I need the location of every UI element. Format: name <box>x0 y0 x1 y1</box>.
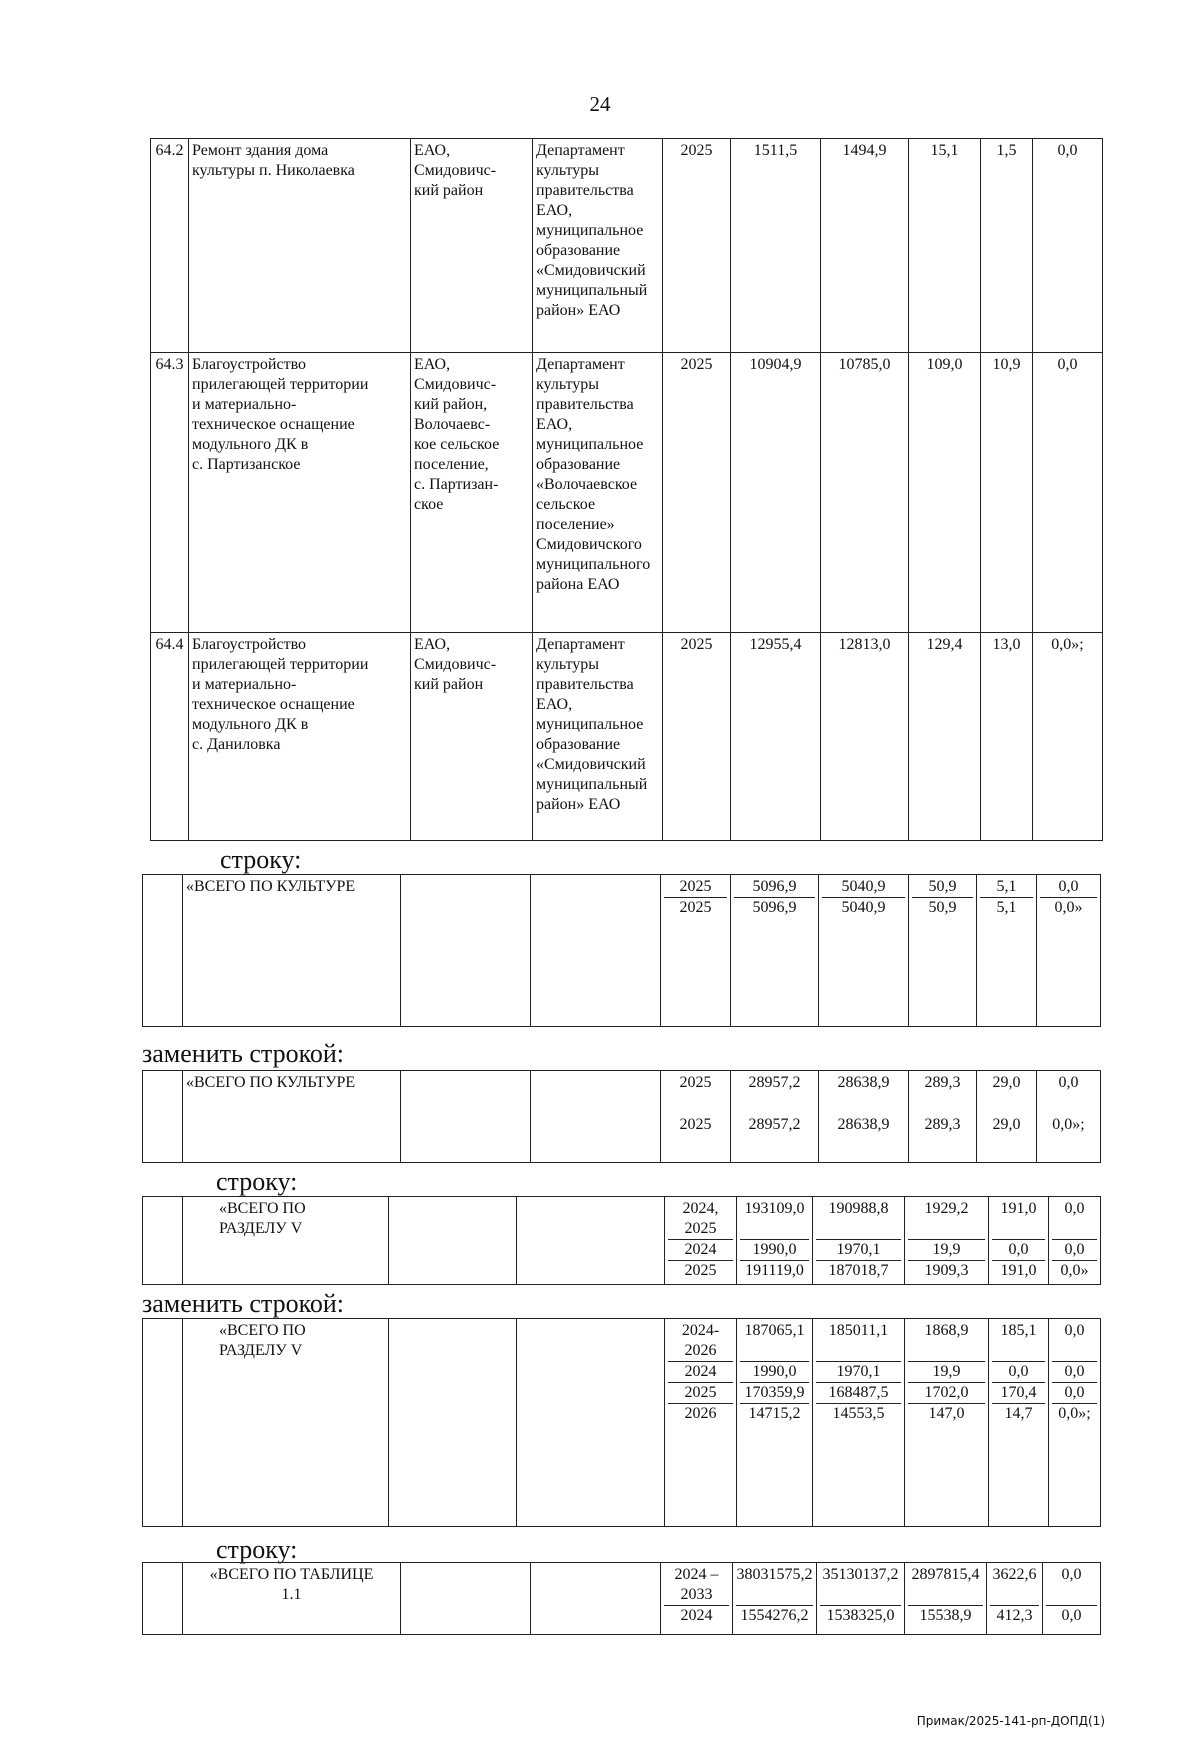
total-cell: 1511,5 <box>731 139 821 353</box>
value-cell: 0,0 0,0 <box>1043 1563 1101 1635</box>
year-cell: 2025 <box>663 139 731 353</box>
caption-replace: заменить строкой: <box>142 1289 345 1318</box>
value-cell: 28638,9 28638,9 <box>819 1071 909 1163</box>
total-cell: 10904,9 <box>731 353 821 633</box>
value-cell: 191,0 0,0 191,0 <box>989 1197 1049 1285</box>
value-cell: 12813,0 <box>821 633 909 841</box>
year-cell: 2024- 2026 2024 2025 2026 <box>665 1319 737 1527</box>
value-cell: 5040,9 5040,9 <box>819 875 909 1027</box>
value-cell: 0,0 0,0»; <box>1037 1071 1101 1163</box>
year-cell: 2025 <box>663 633 731 841</box>
value-cell: 0,0 0,0 0,0» <box>1049 1197 1101 1285</box>
row-number: 64.3 <box>151 353 189 633</box>
caption-row: строку: <box>220 845 302 874</box>
year-cell: 2025 <box>663 353 731 633</box>
executor: Департамент культуры правительства ЕАО, муниципальное образование «Волочаевское сельское поселение» Смидовичского муниципального района ЕАО <box>533 353 663 633</box>
table-row <box>143 1071 1101 1163</box>
table-row <box>151 353 1103 633</box>
page-number: 24 <box>589 92 611 116</box>
value-cell: 15,1 <box>909 139 981 353</box>
culture-old-table <box>142 874 1101 1027</box>
total-cell: 187065,1 1990,0 170359,9 14715,2 <box>737 1319 813 1527</box>
caption-replace: заменить строкой: <box>142 1039 345 1068</box>
value-cell: 0,0»; <box>1033 633 1103 841</box>
executor: Департамент культуры правительства ЕАО, муниципальное образование «Смидовичский муниципальный район» ЕАО <box>533 633 663 841</box>
main-table <box>150 138 1103 841</box>
value-cell: 289,3 289,3 <box>909 1071 977 1163</box>
year-cell: 2024, 2025 2024 2025 <box>665 1197 737 1285</box>
value-cell: 0,0 0,0» <box>1037 875 1101 1027</box>
value-cell: 2897815,4 15538,9 <box>905 1563 987 1635</box>
table-row <box>143 1319 1101 1527</box>
culture-new-table <box>142 1070 1101 1163</box>
table-row <box>143 1197 1101 1285</box>
table-row <box>143 875 1101 1027</box>
caption-row: строку: <box>216 1535 298 1564</box>
year-cell: 2025 2025 <box>661 875 731 1027</box>
value-cell: 0,0 0,0 0,0 0,0»; <box>1049 1319 1101 1527</box>
section-new-table <box>142 1318 1101 1527</box>
table-row <box>151 633 1103 841</box>
value-cell: 129,4 <box>909 633 981 841</box>
object-name: Благоустройство прилегающей территории и материально- техническое оснащение модульного ДК в с. Партизанское <box>189 353 411 633</box>
total-cell: 28957,2 28957,2 <box>731 1071 819 1163</box>
value-cell: 185,1 0,0 170,4 14,7 <box>989 1319 1049 1527</box>
year-cell: 2024 – 2033 2024 <box>661 1563 733 1635</box>
section-old-table <box>142 1196 1101 1285</box>
value-cell: 1868,9 19,9 1702,0 147,0 <box>905 1319 989 1527</box>
value-cell: 3622,6 412,3 <box>987 1563 1043 1635</box>
total-cell: 38031575,2 1554276,2 <box>733 1563 817 1635</box>
total-name: «ВСЕГО ПО РАЗДЕЛУ V <box>183 1197 389 1285</box>
caption-row: строку: <box>216 1167 298 1196</box>
total-cell: 12955,4 <box>731 633 821 841</box>
object-location: ЕАО, Смидовичс- кий район <box>411 139 533 353</box>
year-cell: 2025 2025 <box>661 1071 731 1163</box>
value-cell: 0,0 <box>1033 139 1103 353</box>
value-cell: 29,0 29,0 <box>977 1071 1037 1163</box>
table-row <box>143 1563 1101 1635</box>
table-row <box>151 139 1103 353</box>
total-name: «ВСЕГО ПО РАЗДЕЛУ V <box>183 1319 389 1527</box>
total-name: «ВСЕГО ПО ТАБЛИЦЕ 1.1 <box>183 1563 401 1635</box>
object-name: Ремонт здания дома культуры п. Николаевка <box>189 139 411 353</box>
value-cell: 185011,1 1970,1 168487,5 14553,5 <box>813 1319 905 1527</box>
total-name: «ВСЕГО ПО КУЛЬТУРЕ <box>183 1071 401 1163</box>
value-cell: 1929,2 19,9 1909,3 <box>905 1197 989 1285</box>
object-name: Благоустройство прилегающей территории и материально- техническое оснащение модульного ДК в с. Даниловка <box>189 633 411 841</box>
value-cell: 13,0 <box>981 633 1033 841</box>
value-cell: 10,9 <box>981 353 1033 633</box>
row-number: 64.2 <box>151 139 189 353</box>
value-cell: 1,5 <box>981 139 1033 353</box>
value-cell: 190988,8 1970,1 187018,7 <box>813 1197 905 1285</box>
table-total-old <box>142 1562 1101 1635</box>
value-cell: 1494,9 <box>821 139 909 353</box>
value-cell: 35130137,2 1538325,0 <box>817 1563 905 1635</box>
total-cell: 193109,0 1990,0 191119,0 <box>737 1197 813 1285</box>
object-location: ЕАО, Смидовичс- кий район, Волочаевс- кое сельское поселение, с. Партизан- ское <box>411 353 533 633</box>
total-name: «ВСЕГО ПО КУЛЬТУРЕ <box>183 875 401 1027</box>
object-location: ЕАО, Смидовичс- кий район <box>411 633 533 841</box>
row-number: 64.4 <box>151 633 189 841</box>
value-cell: 109,0 <box>909 353 981 633</box>
value-cell: 10785,0 <box>821 353 909 633</box>
total-cell: 5096,9 5096,9 <box>731 875 819 1027</box>
value-cell: 50,9 50,9 <box>909 875 977 1027</box>
value-cell: 0,0 <box>1033 353 1103 633</box>
value-cell: 5,1 5,1 <box>977 875 1037 1027</box>
document-footer: Примак/2025-141-рп-ДОПД(1) <box>916 1714 1105 1728</box>
executor: Департамент культуры правительства ЕАО, муниципальное образование «Смидовичский муниципальный район» ЕАО <box>533 139 663 353</box>
